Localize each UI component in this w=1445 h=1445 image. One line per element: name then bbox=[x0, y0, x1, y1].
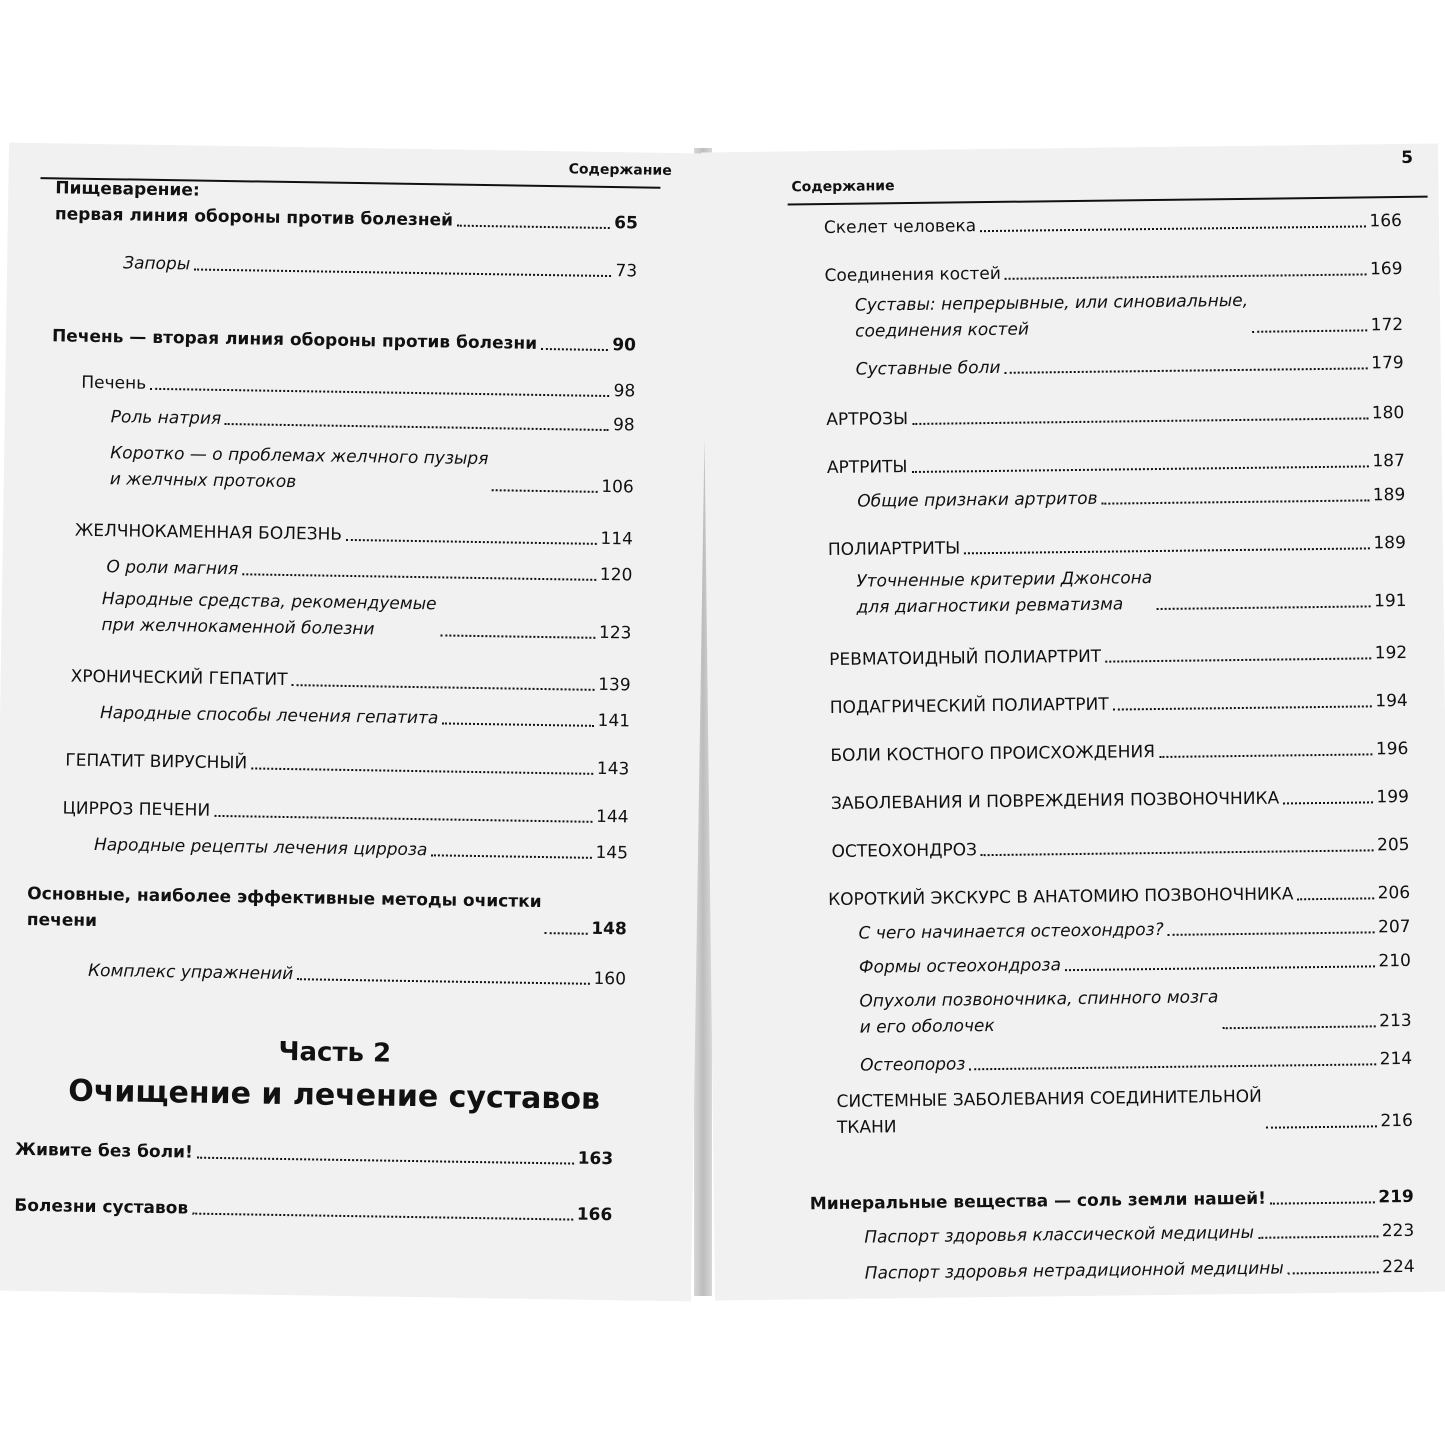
dot-leader bbox=[292, 684, 595, 691]
dot-leader bbox=[214, 815, 592, 823]
toc-entry-page: 180 bbox=[1371, 402, 1405, 424]
toc-entry-page: 98 bbox=[613, 381, 636, 402]
toc-entry-page: 205 bbox=[1376, 834, 1410, 856]
toc-entry-title: ПОДАГРИЧЕСКИЙ ПОЛИАРТРИТ bbox=[829, 694, 1109, 719]
toc-entry-title: Формы остеохондроза bbox=[858, 955, 1062, 978]
toc-entry bbox=[100, 700, 630, 734]
toc-entry bbox=[828, 530, 1406, 563]
dot-leader bbox=[980, 225, 1365, 232]
toc-entry-page: 73 bbox=[615, 261, 638, 282]
toc-entry bbox=[101, 586, 632, 646]
toc-entry-title: Комплекс упражнений bbox=[87, 960, 294, 985]
toc-entry-title: Народные средства, рекомендуемые при желчнокаменной болезни bbox=[101, 589, 437, 640]
toc-entry-title: Суставы: непрерывные, или синовиальные, соединения костей bbox=[854, 290, 1249, 342]
toc-entry-page: 114 bbox=[600, 528, 634, 550]
toc-entry bbox=[831, 784, 1409, 817]
toc-entry-title: КОРОТКИЙ ЭКСКУРС В АНАТОМИЮ ПОЗВОНОЧНИКА bbox=[828, 884, 1294, 911]
dot-leader bbox=[1065, 965, 1375, 971]
dot-leader bbox=[442, 722, 593, 726]
toc-entry-title: ЦИРРОЗ ПЕЧЕНИ bbox=[62, 798, 211, 821]
dot-leader bbox=[1005, 273, 1366, 279]
toc-entry-page: 192 bbox=[1374, 642, 1408, 664]
toc-entry-page: 65 bbox=[614, 213, 639, 234]
dot-leader bbox=[1288, 1271, 1379, 1274]
toc-entry-page: 98 bbox=[612, 415, 635, 436]
dot-leader bbox=[1159, 753, 1372, 758]
toc-entry bbox=[15, 1137, 613, 1172]
toc-entry-title: ОСТЕОХОНДРОЗ bbox=[831, 840, 978, 862]
toc-entry-title: ХРОНИЧЕСКИЙ ГЕПАТИТ bbox=[70, 666, 288, 691]
toc-entry bbox=[824, 256, 1402, 289]
toc-entry-title: Болезни суставов bbox=[14, 1195, 189, 1219]
toc-entry-title: СИСТЕМНЫЕ ЗАБОЛЕВАНИЯ СОЕДИНИТЕЛЬНОЙ ТКАНИ bbox=[836, 1086, 1262, 1138]
toc-entry bbox=[855, 286, 1404, 345]
toc-entry bbox=[65, 748, 629, 783]
toc-entry bbox=[859, 948, 1411, 981]
toc-entry-title: Печень — вторая линия обороны против болезни bbox=[51, 326, 538, 354]
dot-leader bbox=[1113, 705, 1372, 710]
toc-entry-page: 210 bbox=[1378, 950, 1412, 972]
toc-entry bbox=[856, 562, 1407, 621]
toc-entry bbox=[858, 914, 1410, 947]
right-header-rule bbox=[788, 196, 1428, 206]
dot-leader bbox=[251, 767, 593, 774]
dot-leader bbox=[1266, 1125, 1376, 1128]
toc-entry-title: Роль натрия bbox=[110, 407, 222, 429]
toc-entry-page: 123 bbox=[598, 622, 632, 644]
toc-entry-page: 139 bbox=[598, 674, 631, 696]
toc-entry-title: Скелет человека bbox=[823, 216, 977, 239]
toc-entry-page: 213 bbox=[1379, 1010, 1412, 1032]
toc-entry bbox=[810, 1184, 1414, 1217]
toc-entry-title: БОЛИ КОСТНОГО ПРОИСХОЖДЕНИЯ bbox=[830, 742, 1156, 767]
toc-entry-page: 166 bbox=[576, 1204, 613, 1226]
toc-entry-page: 172 bbox=[1370, 314, 1404, 336]
toc-entry bbox=[70, 664, 630, 699]
toc-entry-title: Основные, наиболее эффективные методы очистки печени bbox=[26, 883, 542, 932]
dot-leader bbox=[1102, 499, 1369, 504]
dot-leader bbox=[1105, 657, 1371, 662]
dot-leader bbox=[225, 423, 609, 431]
toc-entry-page: 196 bbox=[1375, 738, 1409, 760]
toc-entry-title: Коротко — о проблемах желчного пузыря и желчных протоков bbox=[109, 443, 489, 493]
toc-entry bbox=[81, 370, 635, 405]
toc-entry bbox=[860, 1046, 1412, 1079]
part-label: Часть 2 bbox=[278, 1036, 392, 1069]
toc-entry bbox=[27, 881, 628, 942]
dot-leader bbox=[1283, 801, 1372, 804]
dot-leader bbox=[1168, 931, 1374, 936]
toc-entry-page: 189 bbox=[1372, 484, 1406, 506]
toc-entry bbox=[94, 832, 628, 866]
toc-entry bbox=[826, 400, 1404, 433]
toc-entry-page: 179 bbox=[1371, 352, 1404, 374]
dot-leader bbox=[1157, 605, 1371, 610]
toc-entry bbox=[856, 350, 1404, 383]
toc-entry bbox=[827, 448, 1405, 481]
toc-entry bbox=[62, 795, 628, 830]
toc-entry-title: Минеральные вещества — соль земли нашей! bbox=[809, 1188, 1267, 1215]
dot-leader bbox=[964, 547, 1369, 554]
dot-leader bbox=[912, 465, 1369, 473]
toc-entry bbox=[824, 208, 1402, 241]
dot-leader bbox=[545, 932, 587, 935]
toc-entry-page: 194 bbox=[1375, 690, 1408, 712]
toc-entry-page: 206 bbox=[1377, 882, 1411, 904]
toc-entry bbox=[864, 1218, 1414, 1251]
dot-leader bbox=[1223, 1025, 1376, 1029]
toc-entry-page: 199 bbox=[1376, 786, 1410, 808]
toc-entry-title: Общие признаки артритов bbox=[857, 488, 1098, 512]
toc-entry bbox=[865, 1254, 1415, 1287]
part-title: Очищение и лечение суставов bbox=[68, 1073, 601, 1117]
toc-entry bbox=[830, 688, 1408, 721]
right-running-head: Содержание bbox=[791, 178, 895, 196]
dot-leader bbox=[541, 348, 608, 351]
dot-leader bbox=[1270, 1201, 1374, 1204]
dot-leader bbox=[192, 1213, 573, 1221]
toc-entry bbox=[52, 323, 636, 358]
left-page bbox=[0, 143, 709, 1302]
toc-entry bbox=[14, 1193, 612, 1228]
toc-entry bbox=[857, 482, 1405, 515]
dot-leader bbox=[150, 388, 609, 397]
dot-leader bbox=[457, 225, 610, 229]
toc-entry bbox=[831, 832, 1409, 865]
toc-entry-page: 90 bbox=[612, 335, 637, 356]
dot-leader bbox=[197, 1157, 574, 1165]
toc-entry-title: Опухоли позвоночника, спинного мозга и его оболочек bbox=[859, 987, 1219, 1038]
toc-entry bbox=[75, 518, 633, 553]
toc-entry bbox=[859, 982, 1412, 1041]
toc-entry-page: 169 bbox=[1369, 258, 1403, 280]
toc-entry-title: Соединения костей bbox=[824, 263, 1001, 287]
left-running-head: Содержание bbox=[568, 161, 672, 179]
dot-leader bbox=[1005, 367, 1368, 373]
toc-entry-page: 166 bbox=[1369, 210, 1403, 232]
toc-entry-title: ЗАБОЛЕВАНИЯ И ПОВРЕЖДЕНИЯ ПОЗВОНОЧНИКА bbox=[830, 788, 1280, 814]
toc-entry-page: 207 bbox=[1377, 916, 1411, 938]
toc-entry-page: 223 bbox=[1381, 1220, 1415, 1242]
toc-entry-page: 163 bbox=[577, 1148, 614, 1170]
right-page bbox=[701, 144, 1445, 1301]
toc-entry bbox=[830, 736, 1408, 769]
toc-entry-page: 191 bbox=[1373, 590, 1407, 612]
dot-leader bbox=[1297, 897, 1373, 900]
toc-entry-page: 148 bbox=[591, 918, 627, 940]
toc-entry-title: ПОЛИАРТРИТЫ bbox=[827, 538, 961, 561]
toc-entry-title: Запоры bbox=[123, 253, 191, 275]
toc-entry-page: 187 bbox=[1372, 450, 1405, 472]
toc-entry-title: Народные рецепты лечения цирроза bbox=[93, 834, 428, 861]
toc-entry bbox=[55, 175, 639, 236]
toc-entry-title: АРТРИТЫ bbox=[826, 457, 908, 479]
toc-entry bbox=[123, 250, 637, 284]
toc-entry bbox=[828, 880, 1410, 913]
dot-leader bbox=[194, 268, 611, 277]
dot-leader bbox=[440, 634, 595, 638]
toc-entry-page: 189 bbox=[1373, 532, 1406, 554]
toc-entry-page: 141 bbox=[597, 710, 631, 732]
toc-entry-title: ГЕПАТИТ ВИРУСНЫЙ bbox=[65, 750, 248, 774]
dot-leader bbox=[346, 539, 596, 545]
dot-leader bbox=[431, 854, 591, 859]
toc-entry bbox=[836, 1082, 1413, 1141]
toc-entry-page: 143 bbox=[596, 758, 630, 780]
toc-entry-page: 144 bbox=[595, 806, 629, 828]
toc-entry bbox=[110, 440, 635, 500]
dot-leader bbox=[297, 978, 589, 985]
toc-entry-page: 106 bbox=[601, 476, 634, 498]
dot-leader bbox=[492, 489, 597, 493]
toc-entry bbox=[88, 958, 626, 992]
toc-entry-title: Печень bbox=[81, 372, 147, 394]
toc-entry-title: Пищеварение: первая линия обороны против болезней bbox=[54, 178, 454, 231]
toc-entry-title: О роли магния bbox=[106, 557, 239, 580]
toc-entry-title: Паспорт здоровья нетрадиционной медицины bbox=[864, 1258, 1284, 1284]
toc-entry-title: АРТРОЗЫ bbox=[826, 409, 909, 431]
dot-leader bbox=[912, 417, 1368, 425]
toc-entry-title: Остеопороз bbox=[860, 1054, 966, 1076]
page-number: 5 bbox=[1401, 147, 1414, 168]
toc-entry-page: 160 bbox=[593, 968, 627, 990]
toc-entry-page: 145 bbox=[595, 842, 629, 864]
toc-entry-title: Паспорт здоровья классической медицины bbox=[864, 1222, 1255, 1248]
toc-entry bbox=[106, 554, 632, 588]
toc-entry-title: Суставные боли bbox=[855, 357, 1001, 380]
dot-leader bbox=[1258, 1235, 1378, 1238]
toc-entry-title: Народные способы лечения гепатита bbox=[99, 703, 439, 729]
dot-leader bbox=[981, 849, 1373, 856]
toc-entry-title: РЕВМАТОИДНЫЙ ПОЛИАРТРИТ bbox=[829, 646, 1102, 671]
toc-entry-page: 224 bbox=[1382, 1256, 1415, 1278]
dot-leader bbox=[242, 573, 596, 581]
toc-entry bbox=[111, 404, 635, 438]
dot-leader bbox=[1252, 329, 1366, 332]
dot-leader bbox=[969, 1063, 1375, 1070]
toc-entry bbox=[829, 640, 1407, 673]
toc-entry-title: ЖЕЛЧНОКАМЕННАЯ БОЛЕЗНЬ bbox=[74, 520, 343, 545]
toc-entry-page: 219 bbox=[1378, 1186, 1414, 1208]
toc-entry-title: Уточненные критерии Джонсона для диагностики ревматизма bbox=[856, 568, 1153, 618]
toc-entry-page: 216 bbox=[1380, 1110, 1414, 1132]
toc-entry-title: Живите без боли! bbox=[15, 1139, 193, 1163]
toc-entry-page: 120 bbox=[599, 564, 633, 586]
toc-entry-page: 214 bbox=[1379, 1048, 1413, 1070]
toc-entry-title: С чего начинается остеохондроз? bbox=[858, 919, 1164, 944]
